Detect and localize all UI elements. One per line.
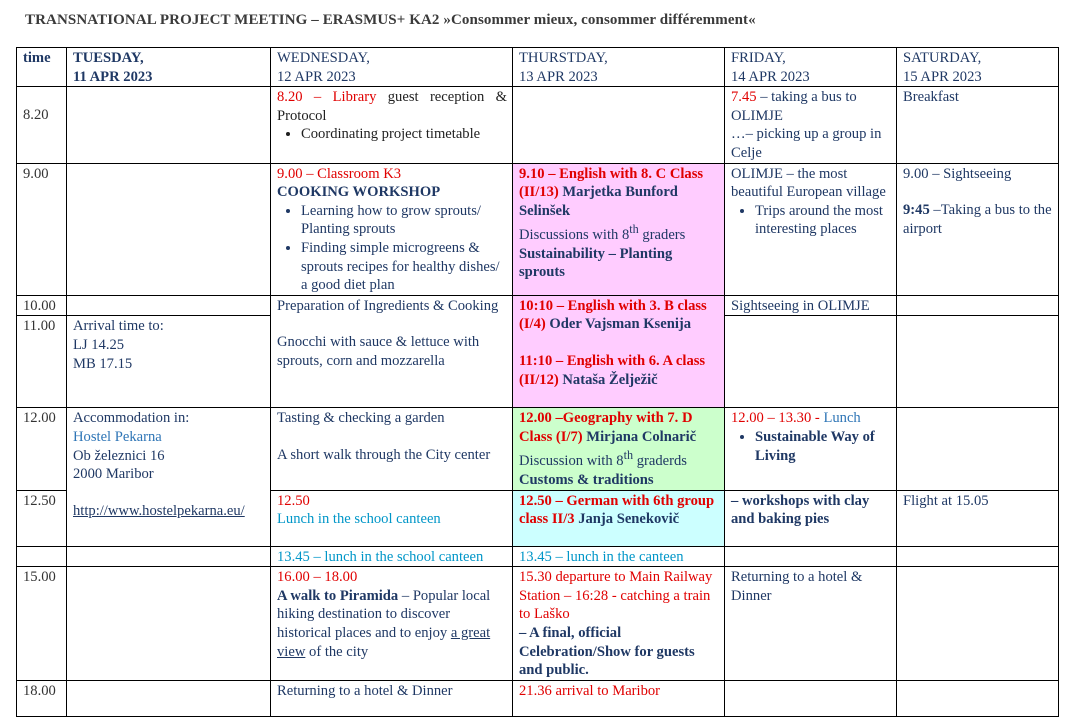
time-cell: 12.00 (17, 408, 67, 490)
wed-0900: 9.00 – Classroom K3 COOKING WORKSHOP • Learning how to grow sprouts/ Planting sprouts • Finding simple microgreens & sprouts recipes for healthy dishes/ a good diet plan (271, 163, 513, 295)
fri-0820: 7.45 – taking a bus to OLIMJE …– picking up a group in Celje (725, 87, 897, 163)
wed-1800: Returning to a hotel & Dinner (271, 680, 513, 716)
tue-0900 (67, 163, 271, 295)
row-0900 (17, 163, 1059, 295)
wed-0820: 8.20 – Library guest reception & Protocol • Coordinating project timetable (271, 87, 513, 163)
wed-1200: Tasting & checking a garden A short walk through the City center (271, 408, 513, 490)
wed-1250: 12.50 Lunch in the school canteen (271, 490, 513, 546)
day-header-thursday: THURSTDAY, 13 APR 2023 (513, 48, 725, 87)
tue-1500 (67, 567, 271, 681)
list-item: • Coordinating project timetable (301, 125, 507, 144)
time-cell: 8.20 (17, 87, 67, 163)
sat-1200 (897, 408, 1059, 490)
page-title: TRANSNATIONAL PROJECT MEETING – ERASMUS+ KA2 »Consommer mieux, consommer différemment« (25, 12, 756, 28)
time-cell: 18.00 (17, 680, 67, 716)
sat-0900: 9.00 – Sightseeing 9:45 –Taking a bus to the airport (897, 163, 1059, 295)
tue-1000 (67, 295, 271, 316)
time-cell: 10.00 (17, 295, 67, 316)
time-header: time (17, 48, 67, 87)
fri-0900: OLIMJE – the most beautiful European village • Trips around the most interesting places (725, 163, 897, 295)
row-0820 (17, 87, 1059, 163)
tue-1200: Accommodation in: Hostel Pekarna Ob železnici 16 2000 Maribor http://www.hostelpekarna.eu/ (67, 408, 271, 546)
sat-1345 (897, 546, 1059, 567)
thu-1345: 13.45 – lunch in the canteen (513, 546, 725, 567)
fri-1000: Sightseeing in OLIMJE (725, 295, 897, 316)
row-1500 (17, 567, 1059, 681)
fri-1200: 12.00 – 13.30 - Lunch • Sustainable Way of Living (725, 408, 897, 490)
list-item: • Sustainable Way of Living (755, 428, 891, 465)
day-header-friday: FRIDAY, 14 APR 2023 (725, 48, 897, 87)
fri-1500: Returning to a hotel & Dinner (725, 567, 897, 681)
row-1200 (17, 408, 1059, 490)
thu-1250: 12.50 – German with 6th group class II/3 Janja Senekovič (513, 490, 725, 546)
list-item: • Finding simple microgreens & sprouts recipes for healthy dishes/ a good diet plan (301, 239, 507, 295)
schedule-table (16, 47, 1059, 717)
sat-0820: Breakfast (897, 87, 1059, 163)
sat-1100 (897, 316, 1059, 408)
sat-1000 (897, 295, 1059, 316)
thu-1200: 12.00 –Geography with 7. D Class (I/7) Mirjana Colnarič Discussion with 8th graderds Customs & traditions (513, 408, 725, 490)
fri-1250: – workshops with clay and baking pies (725, 490, 897, 546)
header-row (17, 48, 1059, 87)
list-item: • Trips around the most interesting places (755, 202, 891, 239)
time-cell (17, 546, 67, 567)
wed-1345: 13.45 – lunch in the school canteen (271, 546, 513, 567)
tue-0820 (67, 87, 271, 163)
wed-1000: Preparation of Ingredients & Cooking Gnocchi with sauce & lettuce with sprouts, corn and mozzarella (271, 295, 513, 408)
time-cell: 12.50 (17, 490, 67, 546)
sat-1500 (897, 567, 1059, 681)
sat-1250: Flight at 15.05 (897, 490, 1059, 546)
thu-1000: 10:10 – English with 3. B class (I/4) Oder Vajsman Ksenija 11:10 – English with 6. A class (II/12) Nataša Želježič (513, 295, 725, 408)
tue-1345 (67, 546, 271, 567)
day-header-wednesday: WEDNESDAY, 12 APR 2023 (271, 48, 513, 87)
thu-0820 (513, 87, 725, 163)
row-1345 (17, 546, 1059, 567)
fri-1345 (725, 546, 897, 567)
time-cell: 9.00 (17, 163, 67, 295)
day-header-saturday: SATURDAY, 15 APR 2023 (897, 48, 1059, 87)
day-header-tuesday: TUESDAY, 11 APR 2023 (67, 48, 271, 87)
fri-1100 (725, 316, 897, 408)
thu-1800: 21.36 arrival to Maribor (513, 680, 725, 716)
list-item: • Learning how to grow sprouts/ Planting sprouts (301, 202, 507, 239)
time-cell: 15.00 (17, 567, 67, 681)
wed-1500: 16.00 – 18.00 A walk to Piramida – Popular local hiking destination to discover historical places and to enjoy a great view of the city (271, 567, 513, 681)
time-cell: 11.00 (17, 316, 67, 408)
thu-1500: 15.30 departure to Main Railway Station – 16:28 - catching a train to Laško – A final, official Celebration/Show for guests and public. (513, 567, 725, 681)
hostel-link[interactable]: http://www.hostelpekarna.eu/ (73, 502, 245, 519)
tue-1100: Arrival time to: LJ 14.25 MB 17.15 (67, 316, 271, 408)
thu-0900: 9.10 – English with 8. C Class (II/13) Marjetka Bunford Selinšek Discussions with 8th graders Sustainability – Planting sprouts (513, 163, 725, 295)
row-1000 (17, 295, 1059, 316)
